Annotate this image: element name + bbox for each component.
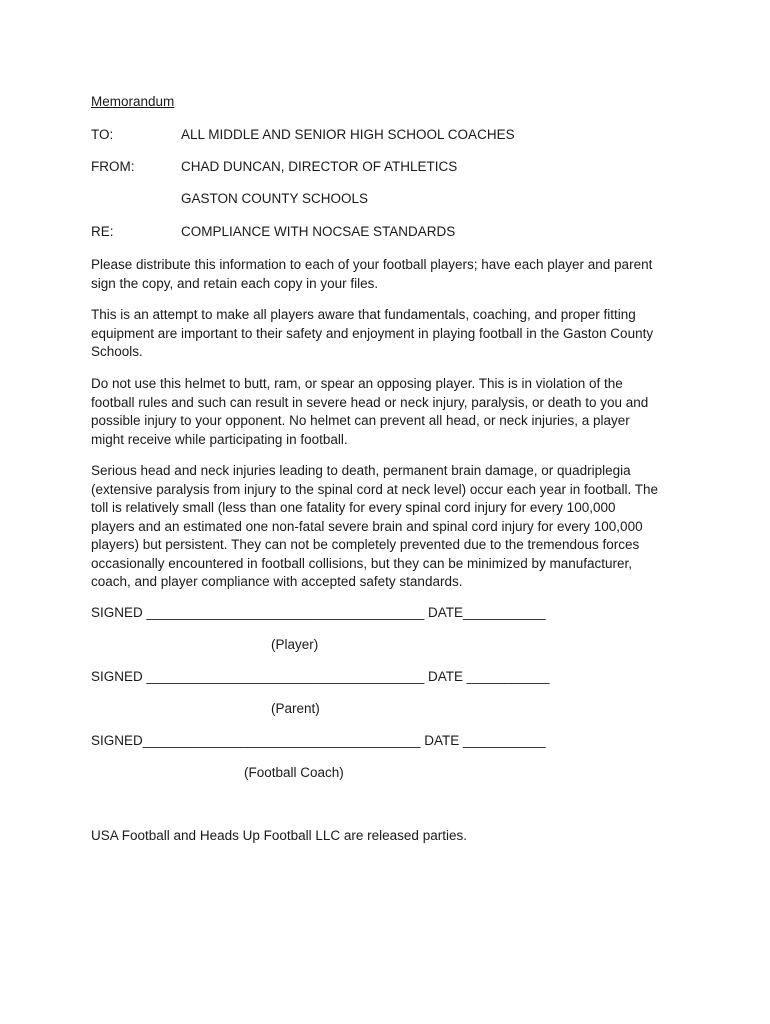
from-value: CHAD DUNCAN, DIRECTOR OF ATHLETICS [181, 159, 458, 174]
paragraph-line: might receive while participating in football. [91, 431, 348, 447]
re-label: RE: [91, 224, 114, 239]
parent-signature-line: SIGNED _____________________________________ DATE ___________ [91, 669, 550, 684]
paragraph-awareness [91, 306, 691, 362]
memo-title: Memorandum [91, 94, 175, 109]
paragraph-distribution [91, 256, 691, 293]
paragraph-line: coach, and player compliance with accepted safety standards. [91, 574, 463, 589]
paragraph-line: occasionally encountered in football collisions, but they can be minimized by manufacturer, [91, 555, 633, 571]
re-value: COMPLIANCE WITH NOCSAE STANDARDS [181, 224, 456, 239]
paragraph-line: equipment are important to their safety and enjoyment in playing football in the Gaston County [91, 325, 654, 341]
to-label: TO: [91, 127, 114, 142]
paragraph-line: Do not use this helmet to butt, ram, or spear an opposing player. This is in violation of the [91, 376, 623, 391]
player-role-label: (Player) [271, 637, 319, 652]
paragraph-line: Serious head and neck injuries leading to death, permanent brain damage, or quadriplegia [91, 463, 631, 478]
player-signature-line: SIGNED _____________________________________ DATE___________ [91, 605, 546, 620]
paragraph-line: toll is relatively small (less than one fatality for every spinal cord injury for every 100,000 [91, 500, 616, 515]
paragraph-line: sign the copy, and retain each copy in your files. [91, 275, 379, 291]
paragraph-injury-statistics [91, 462, 691, 592]
paragraph-line: players) but persistent. They can not be completely prevented due to the tremendous forces [91, 537, 640, 552]
from-label: FROM: [91, 159, 135, 174]
paragraph-line: football rules and such can result in severe head or neck injury, paralysis, or death to you and [91, 394, 649, 410]
parent-role-label: (Parent) [271, 701, 320, 716]
paragraph-line: Schools. [91, 344, 143, 359]
paragraph-helmet-warning [91, 375, 691, 449]
paragraph-line: possible injury to your opponent. No helmet can prevent all head, or neck injuries, a player [91, 413, 630, 428]
paragraph-line: (extensive paralysis from injury to the spinal cord at neck level) occur each year in football. The [91, 481, 659, 497]
release-statement: USA Football and Heads Up Football LLC are released parties. [91, 828, 467, 843]
paragraph-line: Please distribute this information to each of your football players; have each player and parent [91, 257, 653, 272]
paragraph-line: players and an estimated one non-fatal severe brain and spinal cord injury for every 100,000 [91, 518, 643, 534]
coach-role-label: (Football Coach) [244, 765, 344, 780]
coach-signature-line: SIGNED_____________________________________ DATE ___________ [91, 733, 546, 748]
paragraph-line: This is an attempt to make all players aware that fundamentals, coaching, and proper fitting [91, 307, 636, 322]
to-value: ALL MIDDLE AND SENIOR HIGH SCHOOL COACHES [181, 127, 515, 142]
from-value-organization: GASTON COUNTY SCHOOLS [181, 191, 369, 206]
